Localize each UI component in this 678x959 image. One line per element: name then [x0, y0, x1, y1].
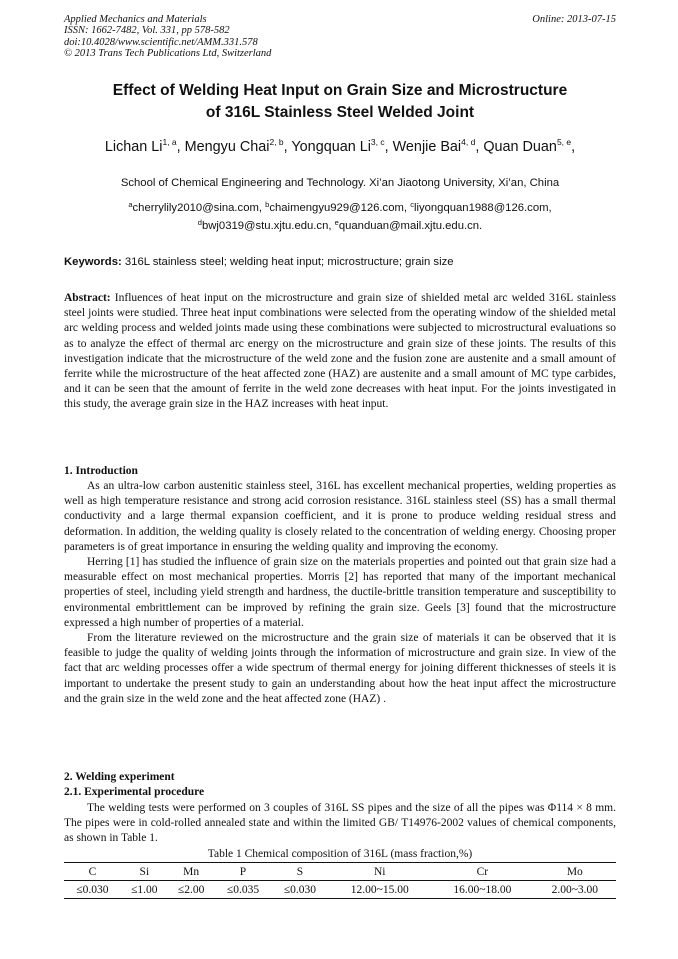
table-cell: 12.00~15.00 [350, 883, 409, 896]
email-address: quanduan@mail.xjtu.edu.cn. [338, 220, 483, 232]
journal-header [64, 14, 616, 59]
author-separator: , [475, 139, 484, 155]
doi-line: doi:10.4028/www.scientific.net/AMM.331.578 [64, 36, 258, 48]
email-line-2 [64, 217, 616, 235]
email-mark: c [410, 200, 414, 209]
table-cell: ≤1.00 [131, 883, 158, 896]
table-cell: ≤0.030 [76, 883, 109, 896]
table-cell: ≤2.00 [177, 883, 205, 896]
author-separator: , [384, 139, 393, 155]
author-name: Yongquan Li [291, 139, 371, 155]
procedure-body [64, 801, 616, 847]
introduction-body [64, 479, 616, 707]
email-address: chaimengyu929@126.com, [269, 202, 411, 214]
online-date: Online: 2013-07-15 [532, 14, 616, 25]
author-emails [64, 199, 616, 235]
column-header: C [88, 865, 97, 878]
email-mark: a [128, 200, 133, 209]
column-header: Mo [566, 865, 583, 878]
email-address: liyongquan1988@126.com, [413, 202, 552, 214]
email-address: bwj0319@stu.xjtu.edu.cn, [201, 220, 335, 232]
author-separator: , [571, 139, 576, 155]
title-line-2: of 316L Stainless Steel Welded Joint [205, 104, 475, 121]
author-separator: , [283, 139, 292, 155]
keywords-label: Keywords: [64, 256, 122, 268]
chemical-composition-table [64, 862, 616, 899]
table-header-row [64, 863, 616, 881]
column-header: S [296, 865, 304, 878]
abstract-label: Abstract: [64, 292, 111, 304]
copyright-line: © 2013 Trans Tech Publications Ltd, Switzerland [64, 47, 272, 59]
abstract [64, 291, 616, 413]
paragraph: The welding tests were performed on 3 couples of 316L SS pipes and the size of all the pipes was Φ114 × 8 mm. The pipes were in cold-rolled annealed state and within the limited GB/ T14976-2002 values of chemical components, as shown in Table 1. [64, 802, 616, 845]
keywords-text: 316L stainless steel; welding heat input; microstructure; grain size [121, 256, 454, 268]
table-row [64, 881, 616, 899]
table-cell: 16.00~18.00 [453, 883, 512, 896]
author-name: Mengyu Chai [184, 139, 270, 155]
column-header: Cr [476, 865, 489, 878]
section-heading-welding-experiment: 2. Welding experiment [64, 771, 175, 783]
table-cell: ≤0.030 [283, 883, 317, 896]
paragraph: As an ultra-low carbon austenitic stainless steel, 316L has excellent mechanical properties, welding properties as well as high temperature resistance and strong acid corrosion resistance. 316L stainless steel (SS) has a small thermal conductivity and a large thermal expansion coefficient, and it is prone to produce welding residual stress and deformation. In addition, the welding quality is closely related to the concentration of welding energy. Choosing proper parameters is of great importance in ensuring the welding quality and improving the economy. [64, 480, 616, 553]
author-list [40, 137, 640, 157]
section-heading-introduction: 1. Introduction [64, 465, 138, 477]
author-name: Quan Duan [483, 139, 557, 155]
journal-name: Applied Mechanics and Materials [64, 14, 207, 25]
keywords [64, 255, 616, 269]
column-header: Ni [373, 865, 386, 878]
title-line-1: Effect of Welding Heat Input on Grain Size and Microstructure [112, 82, 568, 99]
column-header: Mn [183, 865, 200, 878]
email-address: cherrylily2010@sina.com, [132, 202, 266, 214]
paragraph: From the literature reviewed on the microstructure and the grain size of materials it can be observed that it is feasible to judge the quality of welding joints through the information of microstructure and grain size. In view of the fact that arc welding processes offer a wide spectrum of thermal energy for joining different thicknesses of steels it is important to undertake the present study to gain an understanding about how the heat input affect the microstructure and the grain size in the weld zone and the heat affected zone (HAZ) . [64, 632, 616, 705]
table-cell: ≤0.035 [226, 883, 260, 896]
affiliation: School of Chemical Engineering and Technology. Xi’an Jiaotong University, Xi’an, China [120, 177, 560, 189]
paragraph: Herring [1] has studied the influence of grain size on the materials properties and pointed out that grain size had a measurable effect on most mechanical properties. Morris [2] has reported that many of the important mechanical properties of steel, including yield strength and hardness, the ductile-brittle transition temperature and susceptibility to environmental embrittlement can be improved by refining the grain size. Geels [3] found that the microstructure expressed a high number of properties of a material. [64, 556, 616, 629]
issn-line: ISSN: 1662-7482, Vol. 331, pp 578-582 [64, 25, 230, 37]
column-header: P [239, 865, 247, 878]
table-cell: 2.00~3.00 [551, 883, 599, 896]
abstract-text: Influences of heat input on the microstructure and grain size of shielded metal arc welded 316L stainless steel joints were studied. Three heat input combinations were selected from the operating window of the shielded metal arc welding process and welded joints made using these combinations were subjected to microstructural evaluations so as to analyze the effect of thermal arc energy on the microstructure and grain size of these joints. The results of this investigation indicate that the microstructure of the weld zone and the fusion zone are austenite and a small amount of ferrite while the microstructure of the heat affected zone (HAZ) are austenite and a small amount of MC type carbides, and it can be seen that the amount of ferrite in the weld zone decreases with heat input. For the joints investigated in this study, the average grain size in the HAZ increases with heat input. [64, 292, 616, 411]
email-line-1 [64, 199, 616, 217]
subsection-heading-procedure: 2.1. Experimental procedure [64, 786, 205, 798]
column-header: Si [139, 865, 150, 878]
email-mark: e [334, 218, 339, 227]
email-mark: d [197, 218, 202, 227]
author-name: Wenjie Bai [392, 139, 462, 155]
author-name: Lichan Li [104, 139, 163, 155]
author-separator: , [176, 139, 185, 155]
paper-title [64, 80, 616, 124]
table-caption: Table 1 Chemical composition of 316L (mass fraction,%) [207, 848, 473, 860]
author-affiliation-mark: 1, a [162, 137, 177, 147]
author-affiliation-mark: 5, e [556, 137, 572, 147]
author-affiliation-mark: 2, b [269, 137, 284, 147]
author-affiliation-mark: 3, c [370, 137, 385, 147]
email-mark: b [265, 200, 270, 209]
author-affiliation-mark: 4, d [461, 137, 476, 147]
